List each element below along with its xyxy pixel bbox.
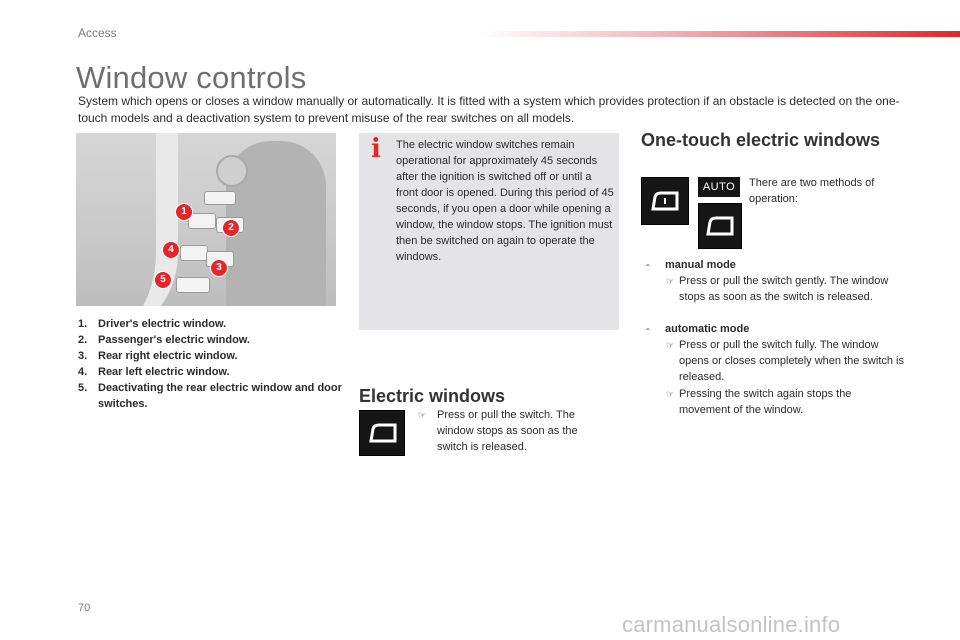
page-title: Window controls bbox=[76, 60, 307, 95]
legend-item bbox=[78, 332, 348, 348]
manual-mode-step: Press or pull the switch gently. The window stops as soon as the switch is released. bbox=[679, 275, 889, 303]
legend-number: 2. bbox=[78, 334, 88, 346]
pointer-bullet: ☞ bbox=[666, 277, 675, 287]
mirror-fold-switch bbox=[204, 191, 236, 205]
legend-number: 1. bbox=[78, 318, 88, 330]
automatic-mode-title: automatic mode bbox=[665, 323, 750, 335]
methods-text: There are two methods of operation: bbox=[749, 177, 875, 205]
switch-child-lock bbox=[176, 277, 210, 293]
marker-4: 4 bbox=[162, 241, 180, 259]
pointer-bullet: ☞ bbox=[666, 390, 675, 400]
electric-windows-heading: Electric windows bbox=[359, 386, 506, 406]
automatic-mode-step: Press or pull the switch fully. The window opens or closes completely when the switch is released. bbox=[679, 339, 904, 383]
electric-windows-text: Press or pull the switch. The window stops as soon as the switch is released. bbox=[437, 409, 578, 453]
legend-text: Deactivating the rear electric window and door switches. bbox=[98, 382, 342, 410]
mirror-control-knob bbox=[216, 155, 248, 187]
pointer-bullet: ☞ bbox=[666, 341, 675, 351]
dash-bullet: - bbox=[646, 259, 650, 271]
marker-2: 2 bbox=[222, 219, 240, 237]
legend-number: 3. bbox=[78, 350, 88, 362]
info-text: The electric window switches remain operational for approximately 45 seconds after the ignition is switched off or until a front door is opened. During this period of 45 seconds, if you open a door while opening a window, the window stops. The ignition must then be switched on again to operate the windows. bbox=[396, 139, 614, 263]
watermark: carmanualsonline.info bbox=[622, 612, 841, 637]
switch-panel-photo bbox=[76, 133, 336, 306]
marker-1: 1 bbox=[175, 203, 193, 221]
dash-bullet: - bbox=[646, 323, 650, 335]
window-switch-icon bbox=[359, 410, 405, 456]
page-number: 70 bbox=[78, 602, 91, 614]
legend-item bbox=[78, 364, 348, 380]
legend-text: Driver's electric window. bbox=[98, 318, 227, 330]
figure-legend bbox=[78, 316, 348, 412]
marker-5: 5 bbox=[154, 271, 172, 289]
one-touch-switch-icon bbox=[641, 177, 689, 225]
intro-paragraph: System which opens or closes a window manually or automatically. It is fitted with a system which provides protection if an obstacle is detected on the one-touch models and a deactivation system to prevent misuse of the rear switches on all models. bbox=[78, 94, 900, 125]
legend-number: 4. bbox=[78, 366, 88, 378]
automatic-mode-step: Pressing the switch again stops the movement of the window. bbox=[679, 388, 852, 416]
switch-rear-left bbox=[180, 245, 208, 261]
header-rule bbox=[480, 31, 960, 37]
legend-item bbox=[78, 380, 348, 412]
legend-number: 5. bbox=[78, 382, 88, 394]
pointer-bullet: ☞ bbox=[418, 411, 427, 421]
section-label: Access bbox=[78, 26, 117, 40]
auto-symbol: AUTO bbox=[698, 177, 740, 197]
one-touch-heading: One-touch electric windows bbox=[641, 130, 881, 150]
info-icon: i bbox=[371, 134, 381, 164]
legend-item bbox=[78, 316, 348, 332]
manual-mode-title: manual mode bbox=[665, 259, 736, 271]
marker-3: 3 bbox=[210, 259, 228, 277]
legend-text: Rear right electric window. bbox=[98, 350, 238, 362]
legend-text: Passenger's electric window. bbox=[98, 334, 250, 346]
legend-text: Rear left electric window. bbox=[98, 366, 230, 378]
legend-item bbox=[78, 348, 348, 364]
window-switch-icon bbox=[698, 203, 742, 249]
